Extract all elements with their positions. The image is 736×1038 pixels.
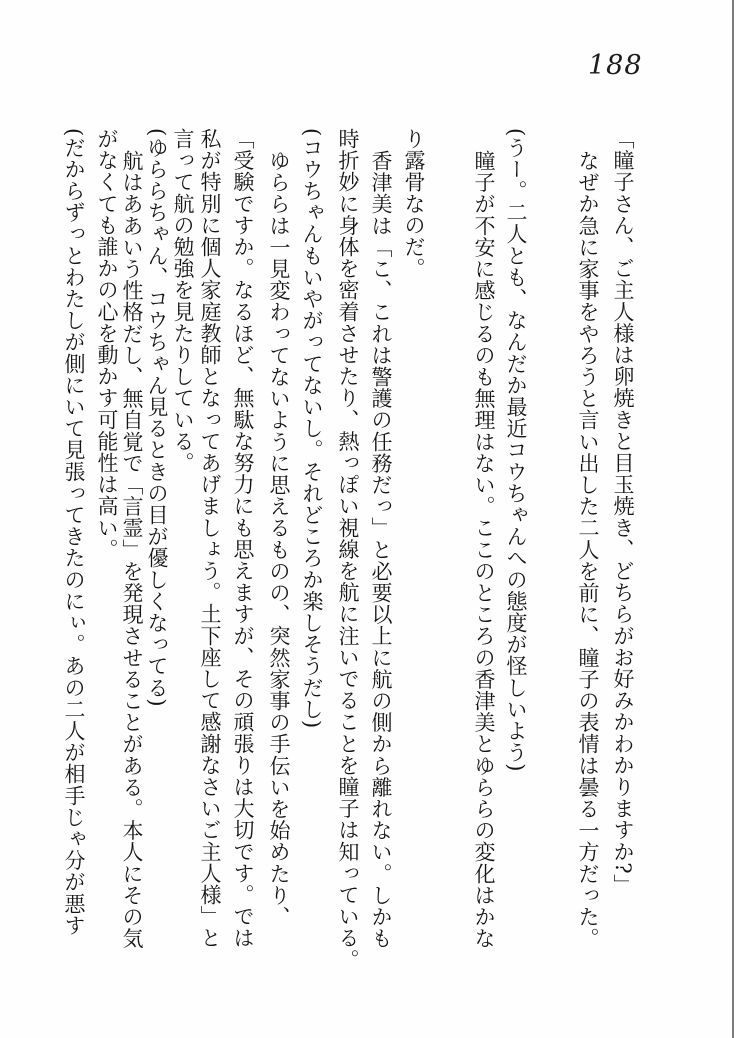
text-column: がなくても誰かの心を動かす可能性は高い。 <box>95 128 119 560</box>
text-column: 私が特別に個人家庭教師となってあげましょう。土下座して感謝なさいご主人様」と <box>198 128 222 949</box>
text-column: り露骨なのだ。 <box>402 128 426 280</box>
page-edge-line <box>732 0 734 1038</box>
text-column: 「瞳子さん、ご主人様は卵焼きと目玉焼き、どちらがお好みかわかりますか?」 <box>611 128 635 896</box>
page-number: 188 <box>588 50 643 81</box>
text-column: (ゆららちゃん、コウちゃん見るときの目が優しくなってる) <box>145 128 169 708</box>
text-column: なぜか急に家事をやろうと言い出した二人を前に、瞳子の表情は曇る一方だった。 <box>576 150 600 950</box>
text-column: (だからずっとわたしが側にいて見張ってきたのにぃ。あの二人が相手じゃ分が悪す <box>62 128 86 936</box>
text-column: 「受験ですか。なるほど、無駄な努力にも思えますが、その頑張りは大切です。では <box>231 128 255 949</box>
text-column: (コウちゃんもいやがってないし。それどころか楽しそうだし) <box>300 128 324 729</box>
text-column: 言って航の勉強を見たりしている。 <box>171 128 195 474</box>
text-column: 香津美は「こ、これは警護の任務だっ」と必要以上に航の側から離れない。しかも <box>369 150 393 950</box>
text-column: 時折妙に身体を密着させたり、熱っぽい視線を航に注いでることを瞳子は知っている。 <box>336 128 360 971</box>
text-column: (うー。二人とも、なんだか最近コウちゃんへの態度が怪しいよう) <box>504 128 528 772</box>
text-column: 瞳子が不安に感じるのも無理はない。ここのところの香津美とゆららの変化はかな <box>472 150 496 950</box>
text-column: ゆららは一見変わってないように思えるものの、突然家事の手伝いを始めたり、 <box>267 150 291 928</box>
text-column: 航はああいう性格だし、無自覚で「言霊」を発現させることがある。本人にその気 <box>120 150 144 950</box>
